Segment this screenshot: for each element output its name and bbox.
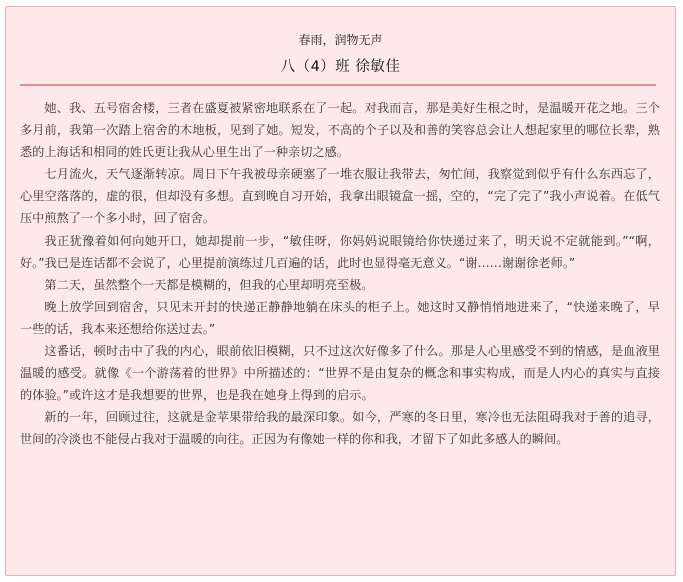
paragraph: 第二天，虽然整个一天都是模糊的，但我的心里却明亮至极。: [44, 277, 374, 292]
paragraph: 七月流火，天气逐渐转凉。周日下午我被母亲硬塞了一堆衣服让我带去，匆忙间，我察觉到似乎有什么东西忘了，心里空落落的，虚的很，但却没有多想。直到晚自习开始，我拿出眼镜盒一摇，空的，“完了完了”我小声说着。在低气压中煎熬了一个多小时，回了宿舍。: [20, 167, 660, 226]
essay-body: [20, 97, 660, 451]
paragraph: 晚上放学回到宿舍，只见未开封的快递正静静地躺在床头的柜子上。她这时又静悄悄地进来了，“快递来晚了，早一些的话，我本来还想给你送过去。”: [20, 299, 660, 336]
essay-title: 春雨，润物无声: [298, 33, 383, 47]
paragraph: 这番话，顿时击中了我的内心，眼前依旧模糊，只不过这次好像多了什么。那是人心里感受不到的情感，是血液里温暖的感受。就像《一个游荡着的世界》中所描述的：“世界不是由复杂的概念和事实构成，而是人内心的真实与直接的体验。”或许这才是我想要的世界，也是我在她身上得到的启示。: [20, 344, 660, 403]
paragraph: 我正犹豫着如何向她开口，她却提前一步，“敏佳呀，你妈妈说眼镜给你快递过来了，明天说不定就能到。”“啊，好。”我已是连话都不会说了，心里提前演练过几百遍的话，此时也显得毫无意义。“谢……谢谢徐老师。”: [20, 233, 660, 270]
paragraph: 新的一年，回顾过往，这就是金苹果带给我的最深印象。如今，严寒的冬日里，寒冷也无法阻碍我对于善的追寻，世间的冷淡也不能侵占我对于温暖的向往。正因为有像她一样的你和我，才留下了如此多感人的瞬间。: [20, 410, 660, 447]
paragraph: 她、我、五号宿舍楼，三者在盛夏被紧密地联系在了一起。对我而言，那是美好生根之时，是温暖开花之地。三个多月前，我第一次踏上宿舍的木地板，见到了她。短发，不高的个子以及和善的笑容总会让人想起家里的哪位长辈，熟悉的上海话和相同的姓氏更让我从心里生出了一种亲切之感。: [20, 101, 660, 160]
essay-card: [5, 6, 676, 576]
title-divider: [20, 84, 656, 86]
class-and-author: 八（4）班 徐敏佳: [280, 59, 401, 75]
